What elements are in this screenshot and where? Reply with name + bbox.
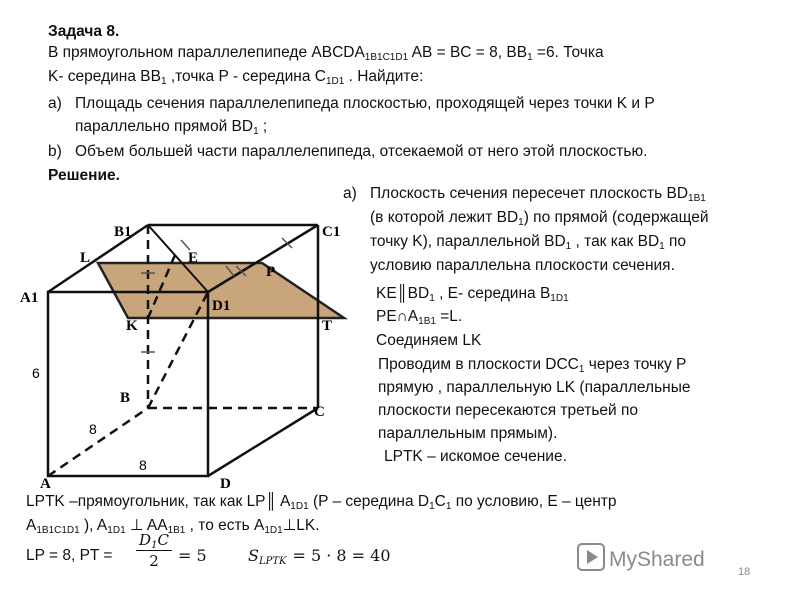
sub: 1B1 xyxy=(418,316,436,327)
label-k: K xyxy=(126,318,138,334)
sub: 1 xyxy=(429,293,435,304)
label-l: L xyxy=(80,250,91,266)
right-text: (в которой лежит BD xyxy=(370,209,519,226)
item-a-text: параллельно прямой BD xyxy=(75,118,254,135)
bottom-text: по условию, E – центр xyxy=(451,493,617,510)
myshared-logo xyxy=(578,544,705,571)
right-p2-line-2: прямую , параллельную LK (параллельные xyxy=(378,379,691,396)
fraction-result: = 5 xyxy=(178,546,207,565)
pe-text: PE∩A xyxy=(376,308,419,325)
problem-line-1 xyxy=(48,43,604,62)
problem-text: AB = BC = 8, BB xyxy=(408,44,528,61)
problem-text: В прямоугольном параллелепипеде ABCDA xyxy=(48,44,365,61)
edge-ab-hidden xyxy=(48,408,148,476)
item-b-line: Объем большей части параллелепипеда, отсекаемой от него этой плоскостью. xyxy=(75,143,648,160)
bottom-text: ⊥LK. xyxy=(282,517,320,534)
right-text: Плоскость сечения пересечет плоскость BD xyxy=(370,185,689,202)
right-a-marker: a) xyxy=(343,185,357,202)
sub: 1 xyxy=(527,52,533,63)
label-c: C xyxy=(314,404,325,420)
logo-text: MyShared xyxy=(609,548,705,571)
frac-num-text: C xyxy=(157,531,169,549)
sub: 1 xyxy=(253,126,259,137)
area-rhs: = 5 · 8 = 40 xyxy=(292,546,391,565)
sub: 1B1C1D1 xyxy=(36,525,80,536)
pe-statement xyxy=(376,307,462,326)
right-p2-line-4: параллельным прямым). xyxy=(378,425,558,442)
fraction xyxy=(136,531,172,571)
sub: 1D1 xyxy=(107,525,126,536)
problem-text: =6. Точка xyxy=(532,44,604,61)
area-formula xyxy=(248,546,391,565)
sub: 1 xyxy=(659,241,665,252)
sub: 1B1C1D1 xyxy=(364,52,409,63)
right-p1-line-1 xyxy=(370,184,706,203)
sub: 1D1 xyxy=(325,76,345,87)
logo-icon-play xyxy=(587,550,598,564)
problem-text: . Найдите: xyxy=(344,68,424,85)
problem-text: K- середина BB xyxy=(48,68,161,85)
bottom-line-2 xyxy=(26,516,319,535)
right-p1-line-2 xyxy=(370,208,708,227)
dim-8a: 8 xyxy=(89,421,97,437)
result-statement: LPTK – искомое сечение. xyxy=(384,448,567,465)
sub: 1D1 xyxy=(550,293,569,304)
bottom-text: LPTK –прямоугольник, так как LP║ A xyxy=(26,493,291,510)
sub: 1 xyxy=(151,540,158,551)
item-a-marker: a) xyxy=(48,95,62,112)
sub: 1 xyxy=(518,217,524,228)
ke-statement xyxy=(376,284,569,303)
problem-text: ,точка P - середина C xyxy=(166,68,326,85)
ke-text: KE║BD xyxy=(376,285,430,302)
bottom-text: (P – середина D xyxy=(308,493,430,510)
sub: 1B1 xyxy=(688,193,706,204)
area-lhs: S xyxy=(248,546,259,565)
sub: 1 xyxy=(565,241,572,252)
right-p2-line-3: плоскости пересекаются третьей по xyxy=(378,402,638,419)
label-d1: D1 xyxy=(212,298,231,314)
page-number: 18 xyxy=(738,566,751,578)
dim-6: 6 xyxy=(32,365,40,381)
right-text: точку K), параллельной BD xyxy=(370,233,566,250)
sub: 1B1 xyxy=(167,525,186,536)
label-b1: B1 xyxy=(114,224,132,240)
task-title: Задача 8. xyxy=(48,23,120,40)
sub: 1 xyxy=(445,501,452,512)
right-p2-line-1 xyxy=(378,355,686,374)
connect-statement: Соединяем LK xyxy=(376,332,482,349)
label-c1: C1 xyxy=(322,224,341,240)
sub: 1D1 xyxy=(290,501,309,512)
label-a: A xyxy=(40,476,51,492)
fraction-numerator xyxy=(136,531,172,551)
label-t: T xyxy=(322,318,333,334)
right-text: по xyxy=(664,233,687,250)
dim-8b: 8 xyxy=(139,457,147,473)
problem-line-2 xyxy=(48,67,423,86)
sub: 1 xyxy=(429,501,435,512)
label-d: D xyxy=(220,476,231,492)
frac-num-text: D xyxy=(139,531,152,549)
label-p: P xyxy=(266,264,276,280)
item-a-text: ; xyxy=(258,118,268,135)
right-text: Проводим в плоскости DCC xyxy=(378,356,579,373)
sub: 1D1 xyxy=(264,525,283,536)
bottom-text: A xyxy=(26,517,37,534)
pe-text: =L. xyxy=(435,308,463,325)
right-text: через точку P xyxy=(584,356,687,373)
bottom-text: , то есть A xyxy=(185,517,265,534)
item-b-marker: b) xyxy=(48,143,62,160)
lp-pt-statement: LP = 8, PT = xyxy=(26,547,113,564)
fraction-denominator: 2 xyxy=(149,552,159,570)
label-b: B xyxy=(120,390,131,406)
right-text: ) по прямой (содержащей xyxy=(523,209,709,226)
area-sub: LPTK xyxy=(258,556,287,567)
item-a-line-1: Площадь сечения параллелепипеда плоскостью, проходящей через точки K и P xyxy=(75,95,655,112)
right-p1-line-4: условию параллельна плоскости сечения. xyxy=(370,257,675,274)
ke-text: , E- середина B xyxy=(434,285,551,302)
right-p1-line-3 xyxy=(370,232,686,251)
tick-e1 xyxy=(181,240,190,250)
edge-dc xyxy=(208,408,318,476)
right-text: , так как BD xyxy=(571,233,660,250)
label-a1: A1 xyxy=(20,290,39,306)
item-a-line-2 xyxy=(75,117,267,136)
bottom-text: ), A xyxy=(79,517,108,534)
bottom-text: С xyxy=(434,493,446,510)
bottom-text: ⊥ AA xyxy=(125,517,168,534)
label-e: E xyxy=(188,250,199,266)
solution-heading: Решение. xyxy=(48,167,120,184)
sub: 1 xyxy=(578,364,585,375)
sub: 1 xyxy=(160,76,167,87)
bottom-line-1 xyxy=(26,492,617,511)
